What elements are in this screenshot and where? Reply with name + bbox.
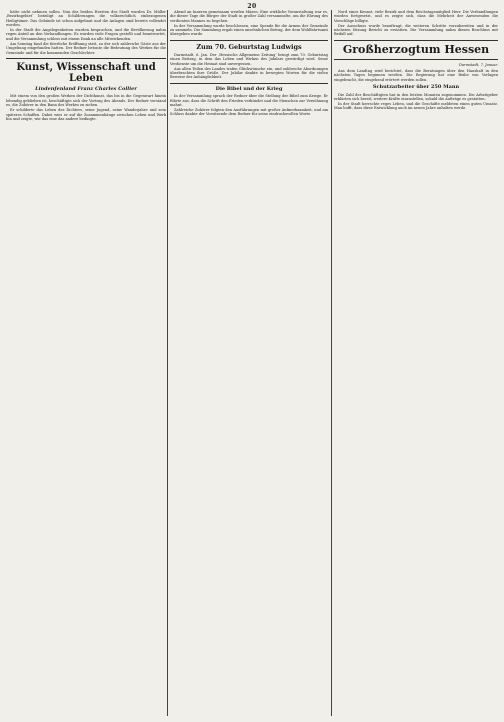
paragraph: Abend an Inneren gemeinsam werden Mäzen. Eine wirkliche Veranstaltung war es, die dieser Tage die Bürger der Stadt in großer Zahl versammelte, um die Ehrung des verdienten Mannes zu begehen. bbox=[170, 10, 328, 23]
paragraph: In der Stadt die Angelegenheiten wurden besprochen, und die Bevölkerung nahm regen Anteil an den Verhandlungen. Es wurden viele Fragen gestellt und beantwortet, und die Versammlung schloss mit einem Dank an alle Mitwirkenden. bbox=[6, 28, 166, 41]
paragraph: In der Versammlung wurde beschlossen, eine Spende für die Armen der Gemeinde zu sammeln. Die Sammlung ergab einen ansehnlichen Betrag, der dem Wohlfahrtsamt übergeben wurde. bbox=[170, 23, 328, 37]
kunst-subheading: Lindenfenland Franz Charles Collier bbox=[35, 85, 137, 92]
column-divider bbox=[167, 10, 168, 716]
kunst-heading: Kunst, Wissenschaft und Leben bbox=[16, 61, 156, 84]
column-3 bbox=[334, 10, 498, 716]
paragraph: Zahlreiche Zuhörer folgten den Ausführungen mit großer Aufmerksamkeit, und am Schluss dankte der Vorsitzende dem Redner für seine eindrucksvollen Worte. bbox=[170, 108, 328, 117]
workers-heading: Schutzarbeiter über 250 Mann bbox=[372, 84, 460, 91]
paragraph: Darmstadt, 6. Jan. Der ‚Hessische Allgemeine Zeitung‘ bringt zum 70. Geburtstag einen Beitrag, in dem das Leben und Wirken des Jubilars gewürdigt wird. Seine Verdienste um die Heimat sind unvergessen. bbox=[170, 52, 328, 66]
column-2 bbox=[170, 10, 328, 716]
paragraph: Mit einem von den großen Werken der Dichtkunst, das bis in die Gegenwart hinein lebendig geblieben ist, beschäftigte sich der Vortrag des Abends. Der Redner verstand es, die Zuhörer in den Bann des Werkes zu ziehen. bbox=[6, 94, 166, 108]
column-divider bbox=[331, 10, 332, 716]
paragraph: Aus allen Teilen des Landes trafen Glückwünsche ein, und zahlreiche Abordnungen überbrachten ihre Grüße. Der Jubilar dankte in bewegten Worten für die vielen Beweise der Anhänglichkeit. bbox=[170, 66, 328, 80]
paragraph: In der Stadt herrschte reges Leben, und die Geschäfte meldeten einen guten Umsatz. Man hofft, dass diese Entwicklung auch im neuen Jahre anhalten werde. bbox=[334, 102, 498, 111]
section-divider bbox=[170, 83, 328, 84]
paragraph: Nord eines Kennst, viele Bezirk und dem Reichstagsmitglied Herr. Die Verhandlungen wurden fortgesetzt, und es zeigte sich, dass die Mehrheit der Anwesenden die Vorschläge billigte. bbox=[334, 10, 498, 23]
bibel-heading: Die Bibel und der Krieg bbox=[215, 85, 283, 92]
paragraph: Er schilderte das Leben des Dichters, seine Jugend, seine Wanderjahre und sein späteres Schaffen. Dabei wies er auf die Zusammenhänge zwischen Leben und Werk hin und zeigte, wie das eine das andere bedingte. bbox=[6, 108, 166, 121]
paragraph: Die Zahl der Beschäftigten hat in den letzten Monaten zugenommen. Die Arbeitgeber erklärten sich bereit, weitere Kräfte einzustellen, sobald die Aufträge es gestatten. bbox=[334, 92, 498, 101]
paragraph: hätte nicht nehmen sollen. Nun des beiden Herzten des Stadt wurden Dr. Müller ‚Bezirksgebiet‘ beteiligt an Schilderungen die volksrechtlich einbezogenen Heiligtümer. Das Gebäude ist schon aufgebaut und die Anlagen sind bereits vollendet worden. bbox=[6, 10, 166, 27]
column-1 bbox=[6, 10, 166, 716]
paragraph: Der Ausschuss wurde beauftragt, die weiteren Schritte vorzubereiten und in der nächsten Sitzung Bericht zu erstatten. Die Versammlung nahm diesen Beschluss mit Beifall auf. bbox=[334, 23, 498, 37]
hessen-heading: Großherzogtum Hessen bbox=[342, 42, 490, 56]
page-number: 20 bbox=[247, 3, 257, 10]
paragraph: Am Sonntag fand die feierliche Eröffnung statt, zu der sich zahlreiche Gäste aus der Umgebung eingefunden hatten. Der Redner betonte die Bedeutung des Werkes für die Gemeinde und für die kommenden Geschlechter. bbox=[6, 42, 166, 55]
paragraph: In der Versammlung sprach der Redner über die Stellung der Bibel zum Kriege. Er führte aus, dass die Schrift den Frieden verkündet und die Menschen zur Versöhnung mahnt. bbox=[170, 94, 328, 107]
birthday-heading: Zum 70. Geburtstag Ludwigs bbox=[196, 42, 302, 51]
section-divider bbox=[334, 59, 498, 60]
section-divider bbox=[170, 40, 328, 41]
paragraph: Aus dem Landtag wird berichtet, dass die Beratungen über den Haushalt in den nächsten Tagen beginnen werden. Die Regierung hat eine Reihe von Vorlagen eingebracht, die eingehend erörtert werden sollen. bbox=[334, 69, 498, 82]
dateline: Darmstadt, 7. Januar. bbox=[458, 62, 498, 67]
section-divider bbox=[334, 40, 498, 41]
section-divider bbox=[6, 58, 166, 59]
